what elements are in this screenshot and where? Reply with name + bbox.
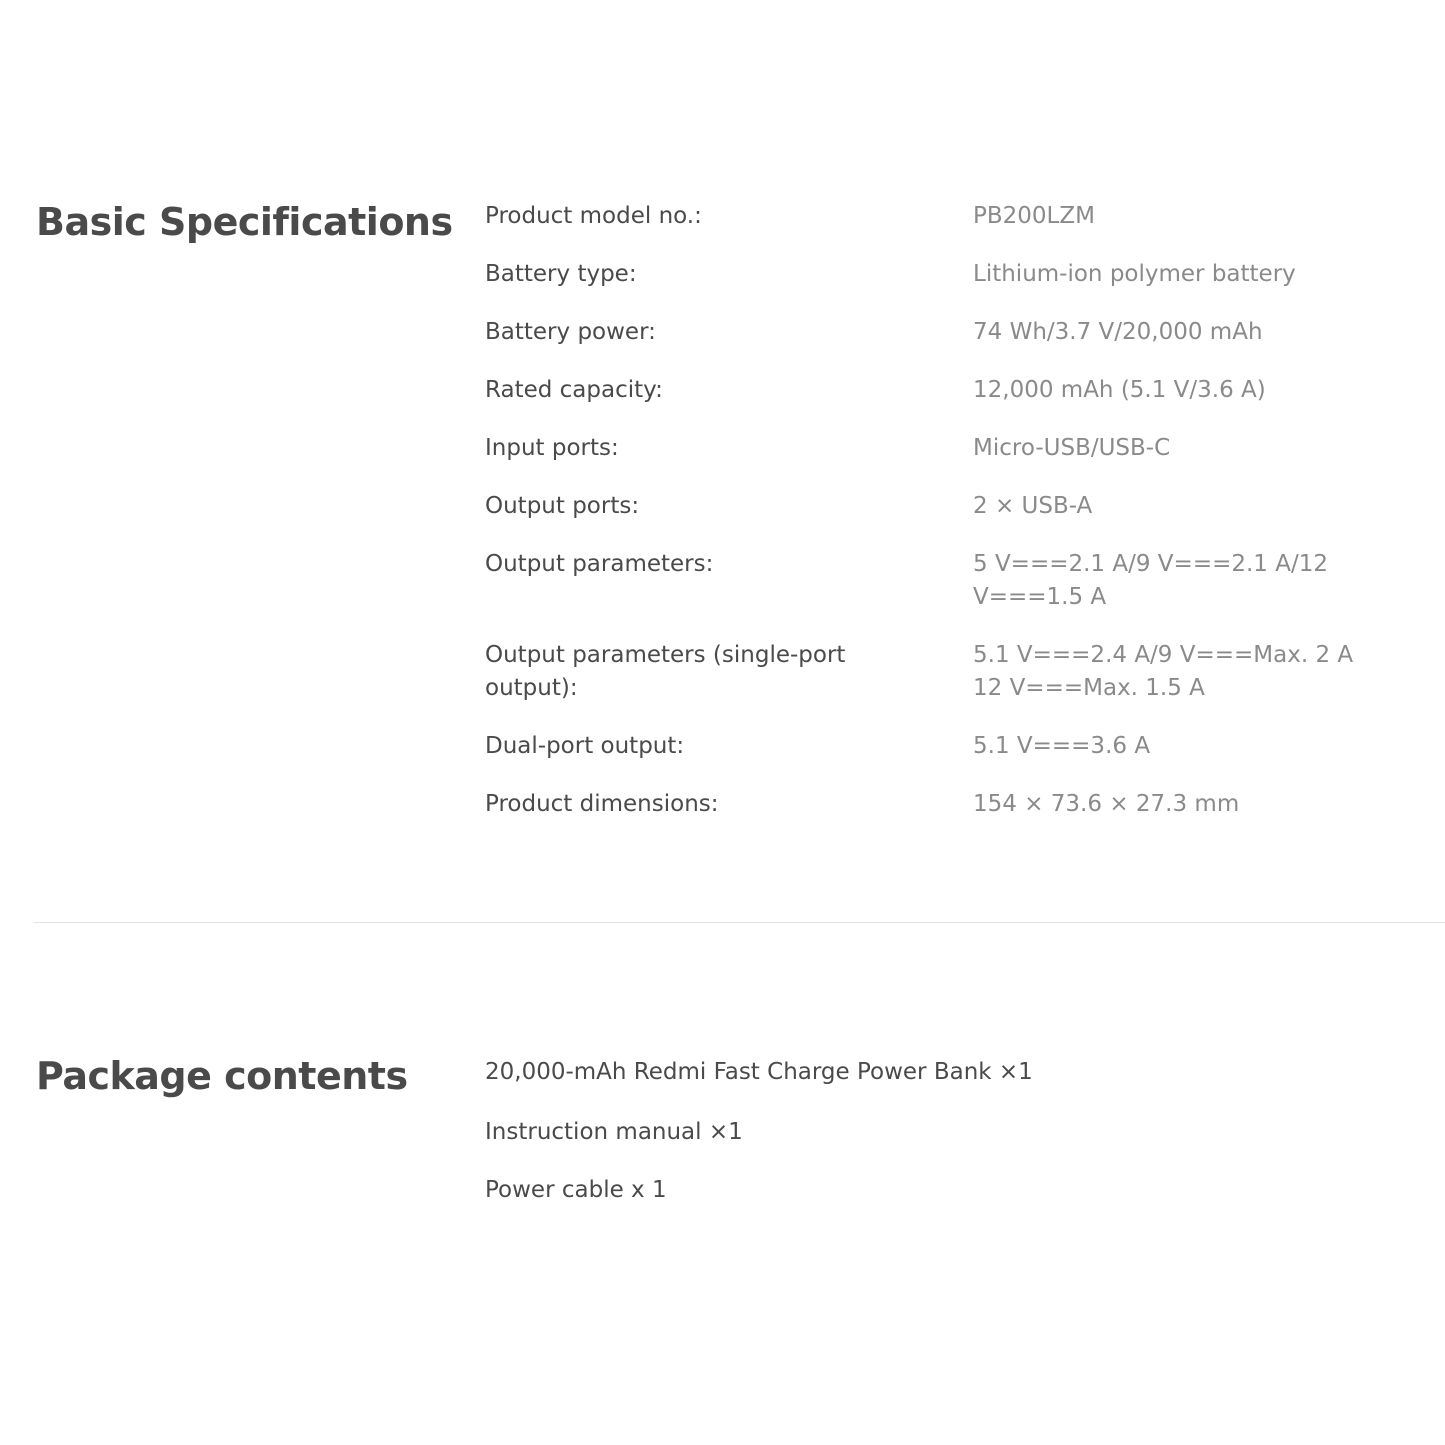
spec-row-output-parameters	[485, 548, 1435, 614]
spec-label: Dual-port output:	[485, 733, 685, 759]
spec-label: Product dimensions:	[485, 791, 719, 817]
package-item-power-cable: Power cable x 1	[485, 1177, 667, 1203]
spec-label: Rated capacity:	[485, 377, 663, 403]
spec-label: Output ports:	[485, 493, 640, 519]
spec-label: Battery type:	[485, 261, 637, 287]
spec-label: Output parameters (single-port output):	[485, 642, 846, 701]
spec-value: Micro-USB/USB-C	[973, 435, 1171, 461]
spec-row-rated-capacity	[485, 374, 1435, 407]
spec-label: Input ports:	[485, 435, 619, 461]
spec-value: 5 V===2.1 A/9 V===2.1 A/12 V===1.5 A	[973, 551, 1328, 610]
spec-row-product-dimensions	[485, 788, 1435, 821]
spec-row-output-parameters-single-port	[485, 639, 1435, 705]
spec-row-output-ports	[485, 490, 1435, 523]
spec-label: Product model no.:	[485, 203, 702, 229]
package-item-instruction-manual: Instruction manual ×1	[485, 1119, 743, 1145]
spec-value: 5.1 V===2.4 A/9 V===Max. 2 A 12 V===Max. 1.5 A	[973, 642, 1354, 701]
spec-label: Output parameters:	[485, 551, 714, 577]
spec-value: Lithium-ion polymer battery	[973, 261, 1296, 287]
spec-row-battery-type	[485, 258, 1435, 291]
section-divider	[34, 922, 1445, 923]
spec-table	[485, 200, 1435, 846]
spec-row-dual-port-output	[485, 730, 1435, 763]
spec-value: PB200LZM	[973, 203, 1095, 229]
spec-value: 2 × USB-A	[973, 493, 1093, 519]
spec-label: Battery power:	[485, 319, 656, 345]
package-contents-title: Package contents	[36, 1054, 408, 1098]
spec-value: 5.1 V===3.6 A	[973, 733, 1151, 759]
package-item-power-bank: 20,000-mAh Redmi Fast Charge Power Bank ×1	[485, 1059, 1033, 1085]
package-contents-list	[485, 1055, 1033, 1207]
spec-value: 154 × 73.6 × 27.3 mm	[973, 791, 1240, 817]
spec-row-battery-power	[485, 316, 1435, 349]
basic-specifications-title: Basic Specifications	[36, 200, 453, 244]
spec-value: 74 Wh/3.7 V/20,000 mAh	[973, 319, 1263, 345]
spec-row-input-ports	[485, 432, 1435, 465]
spec-row-product-model	[485, 200, 1435, 233]
spec-value: 12,000 mAh (5.1 V/3.6 A)	[973, 377, 1266, 403]
